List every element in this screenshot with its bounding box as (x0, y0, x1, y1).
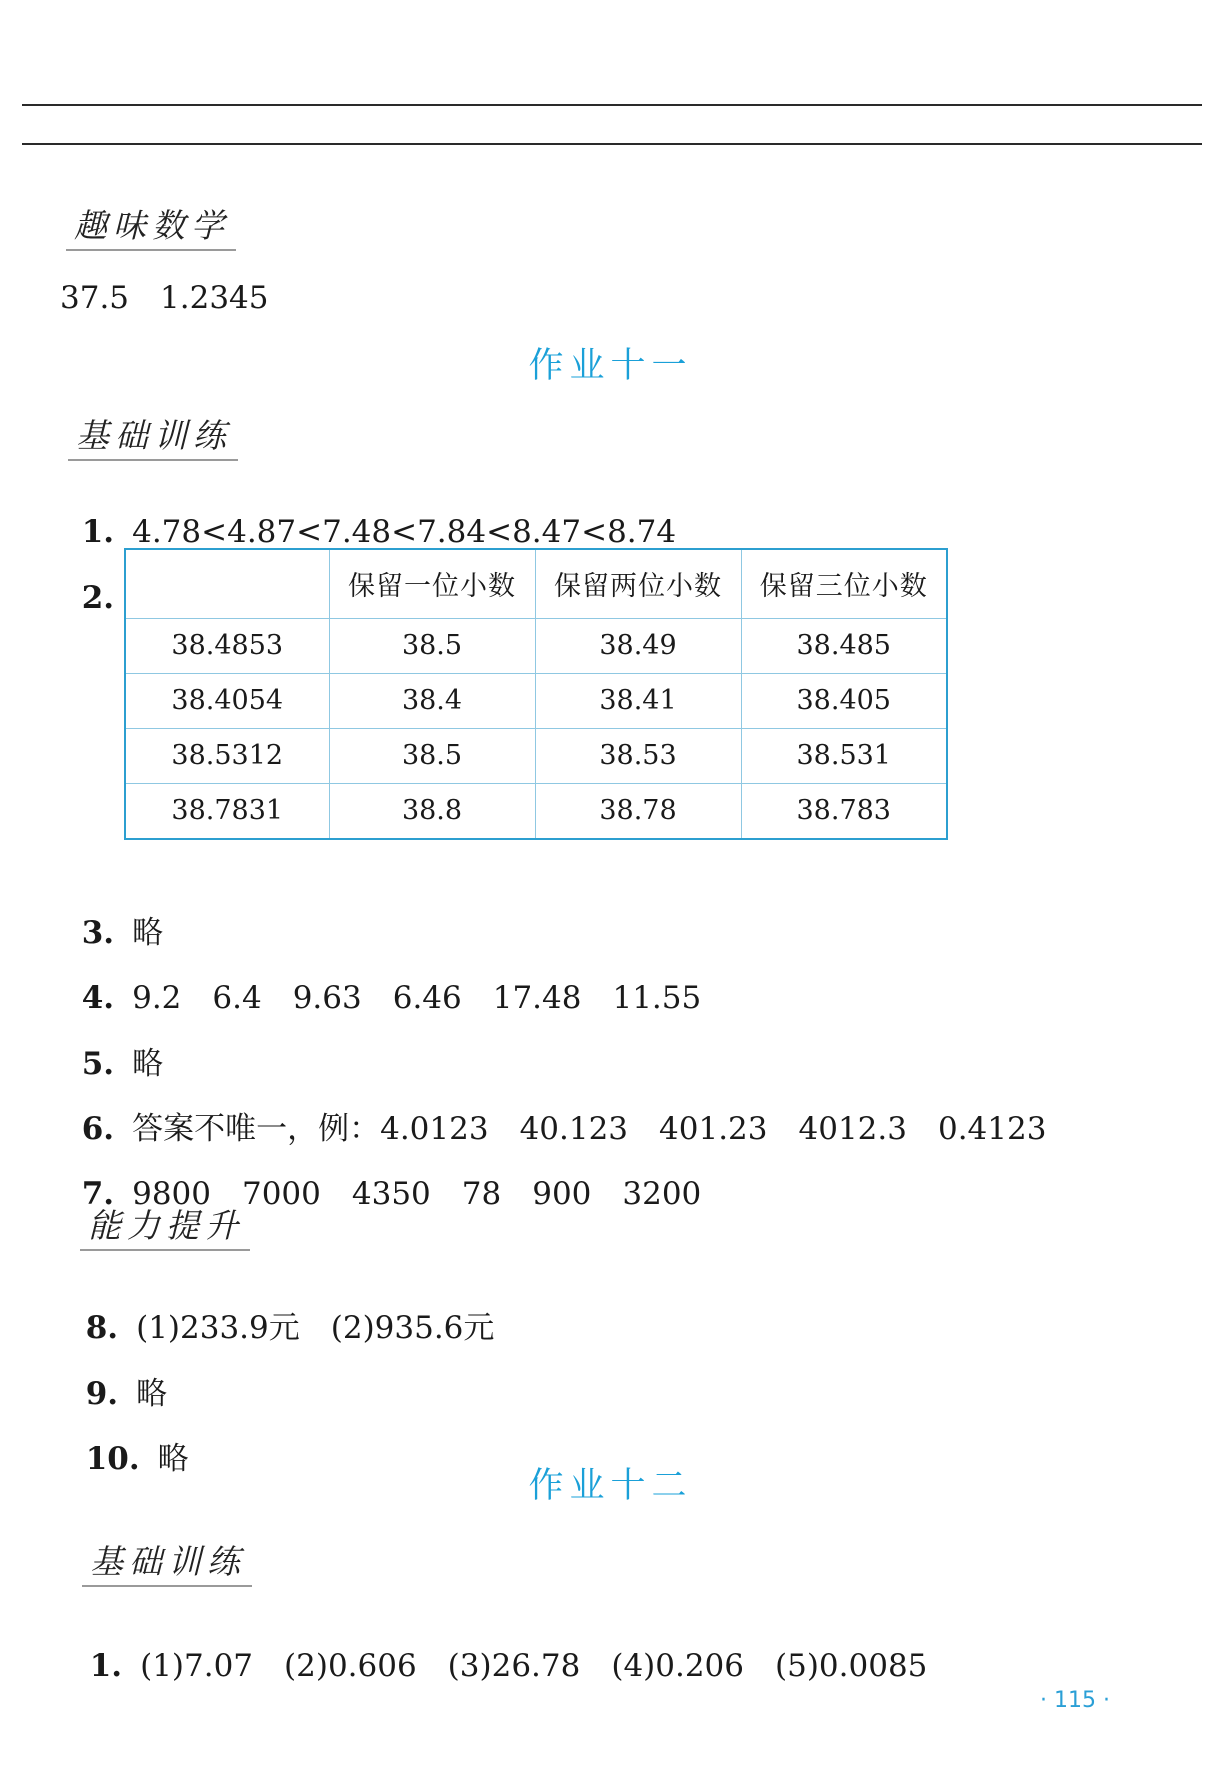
table-cell: 38.78 (535, 783, 741, 839)
table-cell: 38.4 (329, 673, 535, 728)
fun-math-answer: 37.5 1.2345 (60, 280, 269, 316)
table-cell: 38.53 (535, 728, 741, 783)
header-rule-top (22, 104, 1202, 106)
table-row (125, 783, 947, 839)
table-header-cell: 保留两位小数 (535, 549, 741, 618)
page-number: · 115 · (1040, 1688, 1110, 1713)
table-cell: 38.783 (741, 783, 947, 839)
q1-answer: 4.78<4.87<7.48<7.84<8.47<8.74 (132, 514, 677, 550)
q7-number: 7. (81, 1176, 115, 1212)
hw12-q1-line (70, 1604, 927, 1685)
q5-answer: 略 (132, 1046, 164, 1082)
table-cell: 38.41 (535, 673, 741, 728)
q9-answer: 略 (136, 1376, 168, 1412)
table-cell: 38.8 (329, 783, 535, 839)
hw12-q1-answer: (1)7.07 (2)0.606 (3)26.78 (4)0.206 (5)0.0085 (140, 1648, 928, 1684)
table-header-row (125, 549, 947, 618)
table-cell: 38.4853 (125, 618, 329, 673)
q7-answer: 9800 7000 4350 78 900 3200 (132, 1176, 702, 1212)
hw12-q1-number: 1. (89, 1648, 123, 1684)
table-header-cell: 保留一位小数 (329, 549, 535, 618)
section-fun-math: 趣味数学 (66, 200, 236, 251)
q4-answer: 9.2 6.4 9.63 6.46 17.48 11.55 (132, 980, 702, 1016)
q9-number: 9. (85, 1376, 119, 1412)
table-cell: 38.5 (329, 618, 535, 673)
q6-number: 6. (81, 1111, 115, 1147)
table-row (125, 618, 947, 673)
q6-answer: 答案不唯一，例：4.0123 40.123 401.23 4012.3 0.4123 (132, 1111, 1047, 1147)
table-cell: 38.531 (741, 728, 947, 783)
section-basic-training: 基础训练 (68, 410, 238, 461)
table-cell: 38.49 (535, 618, 741, 673)
table-cell: 38.5312 (125, 728, 329, 783)
q1-line (62, 478, 676, 550)
q8-answer: (1)233.9元 (2)935.6元 (136, 1310, 495, 1346)
q8-number: 8. (85, 1310, 119, 1346)
homework-11-title: 作业十一 (528, 346, 693, 386)
table-cell: 38.485 (741, 618, 947, 673)
q3-answer: 略 (132, 915, 164, 951)
table-row (125, 673, 947, 728)
q3-number: 3. (81, 915, 115, 951)
table-row (125, 728, 947, 783)
q5-number: 5. (81, 1046, 115, 1082)
q4-number: 4. (81, 980, 115, 1016)
q10-number: 10. (85, 1441, 140, 1477)
q1-number: 1. (81, 514, 115, 550)
table-header-cell (125, 549, 329, 618)
table-cell: 38.405 (741, 673, 947, 728)
table-cell: 38.4054 (125, 673, 329, 728)
homework-12-title: 作业十二 (528, 1466, 693, 1506)
table-cell: 38.7831 (125, 783, 329, 839)
rounding-table (124, 548, 948, 840)
q2-line (62, 544, 114, 616)
q10-answer: 略 (157, 1441, 189, 1477)
table-cell: 38.5 (329, 728, 535, 783)
section-ability-improvement: 能力提升 (80, 1200, 250, 1251)
header-rule-bottom (22, 143, 1202, 145)
table-header-cell: 保留三位小数 (741, 549, 947, 618)
q2-number: 2. (81, 580, 115, 616)
section-basic-training-2: 基础训练 (82, 1536, 252, 1587)
